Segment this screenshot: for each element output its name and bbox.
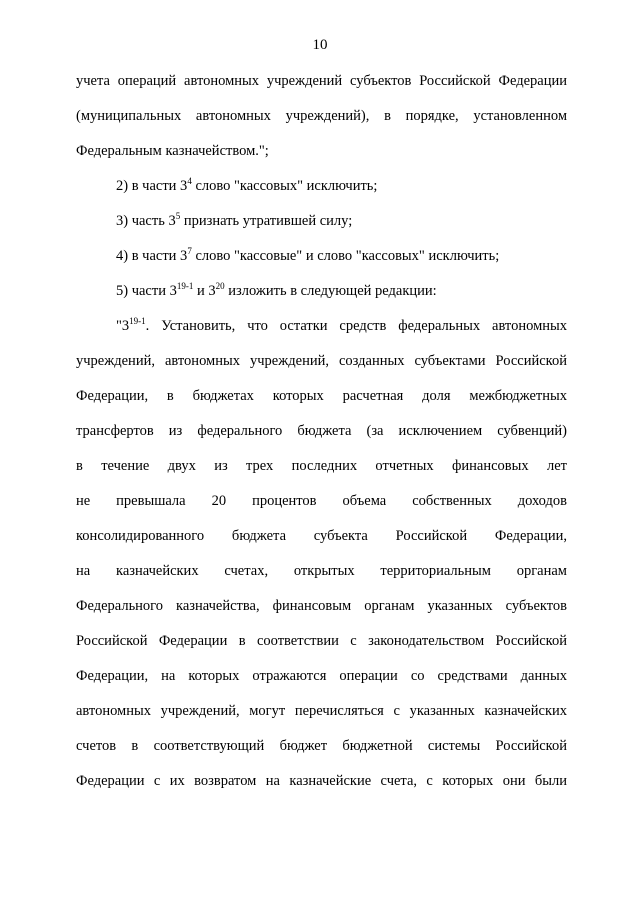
text-line: счетов в соответствующий бюджет бюджетной системы Российской <box>76 738 567 754</box>
quote-paragraph-start <box>116 317 567 335</box>
superscript: 20 <box>215 281 225 291</box>
text-line: трансфертов из федерального бюджета (за исключением субвенций) <box>76 423 567 439</box>
list-item-text: изложить в следующей редакции: <box>224 283 437 299</box>
quote-text: . Установить, что остатки средств федеральных автономных <box>145 318 567 334</box>
text-line: (муниципальных автономных учреждений), в порядке, установленном <box>76 108 567 124</box>
list-item-text: 3) часть 3 <box>116 213 176 229</box>
text-line: Федерации с их возвратом на казначейские счета, с которых они были <box>76 773 567 789</box>
list-item-3 <box>116 212 567 230</box>
text-line: Федеральным казначейством."; <box>76 143 269 159</box>
text-line: Российской Федерации в соответствии с законодательством Российской <box>76 633 567 649</box>
list-item-text: слово "кассовых" исключить; <box>191 178 378 194</box>
text-line: Федерации, на которых отражаются операции со средствами данных <box>76 668 567 684</box>
text-line: учета операций автономных учреждений субъектов Российской Федерации <box>76 73 567 89</box>
list-item-5 <box>116 282 567 300</box>
list-item-4 <box>116 247 567 265</box>
quote-text: "3 <box>116 318 130 334</box>
text-line: Федерации, в бюджетах которых расчетная доля межбюджетных <box>76 388 567 404</box>
text-line: консолидированного бюджета субъекта Российской Федерации, <box>76 528 567 544</box>
text-line: учреждений, автономных учреждений, созданных субъектами Российской <box>76 353 567 369</box>
text-line: автономных учреждений, могут перечисляться с указанных казначейских <box>76 703 567 719</box>
page-number: 10 <box>312 37 328 53</box>
list-item-text: 2) в части 3 <box>116 178 188 194</box>
text-line: в течение двух из трех последних отчетных финансовых лет <box>76 458 567 474</box>
superscript: 7 <box>187 246 192 256</box>
superscript: 4 <box>187 176 192 186</box>
superscript: 5 <box>175 211 181 221</box>
list-item-text: слово "кассовые" и слово "кассовых" исключить; <box>191 248 500 264</box>
superscript: 19-1 <box>176 281 194 291</box>
superscript: 19-1 <box>129 316 146 326</box>
list-item-text: 4) в части 3 <box>116 248 188 264</box>
list-item-2 <box>116 177 567 195</box>
text-line: Федерального казначейства, финансовым органам указанных субъектов <box>76 598 567 614</box>
text-line: не превышала 20 процентов объема собственных доходов <box>76 493 567 509</box>
list-item-text: признать утратившей силу; <box>180 213 353 229</box>
list-item-text: 5) части 3 <box>116 283 177 299</box>
text-line: на казначейских счетах, открытых территориальным органам <box>76 563 567 579</box>
list-item-text: и 3 <box>193 283 216 299</box>
